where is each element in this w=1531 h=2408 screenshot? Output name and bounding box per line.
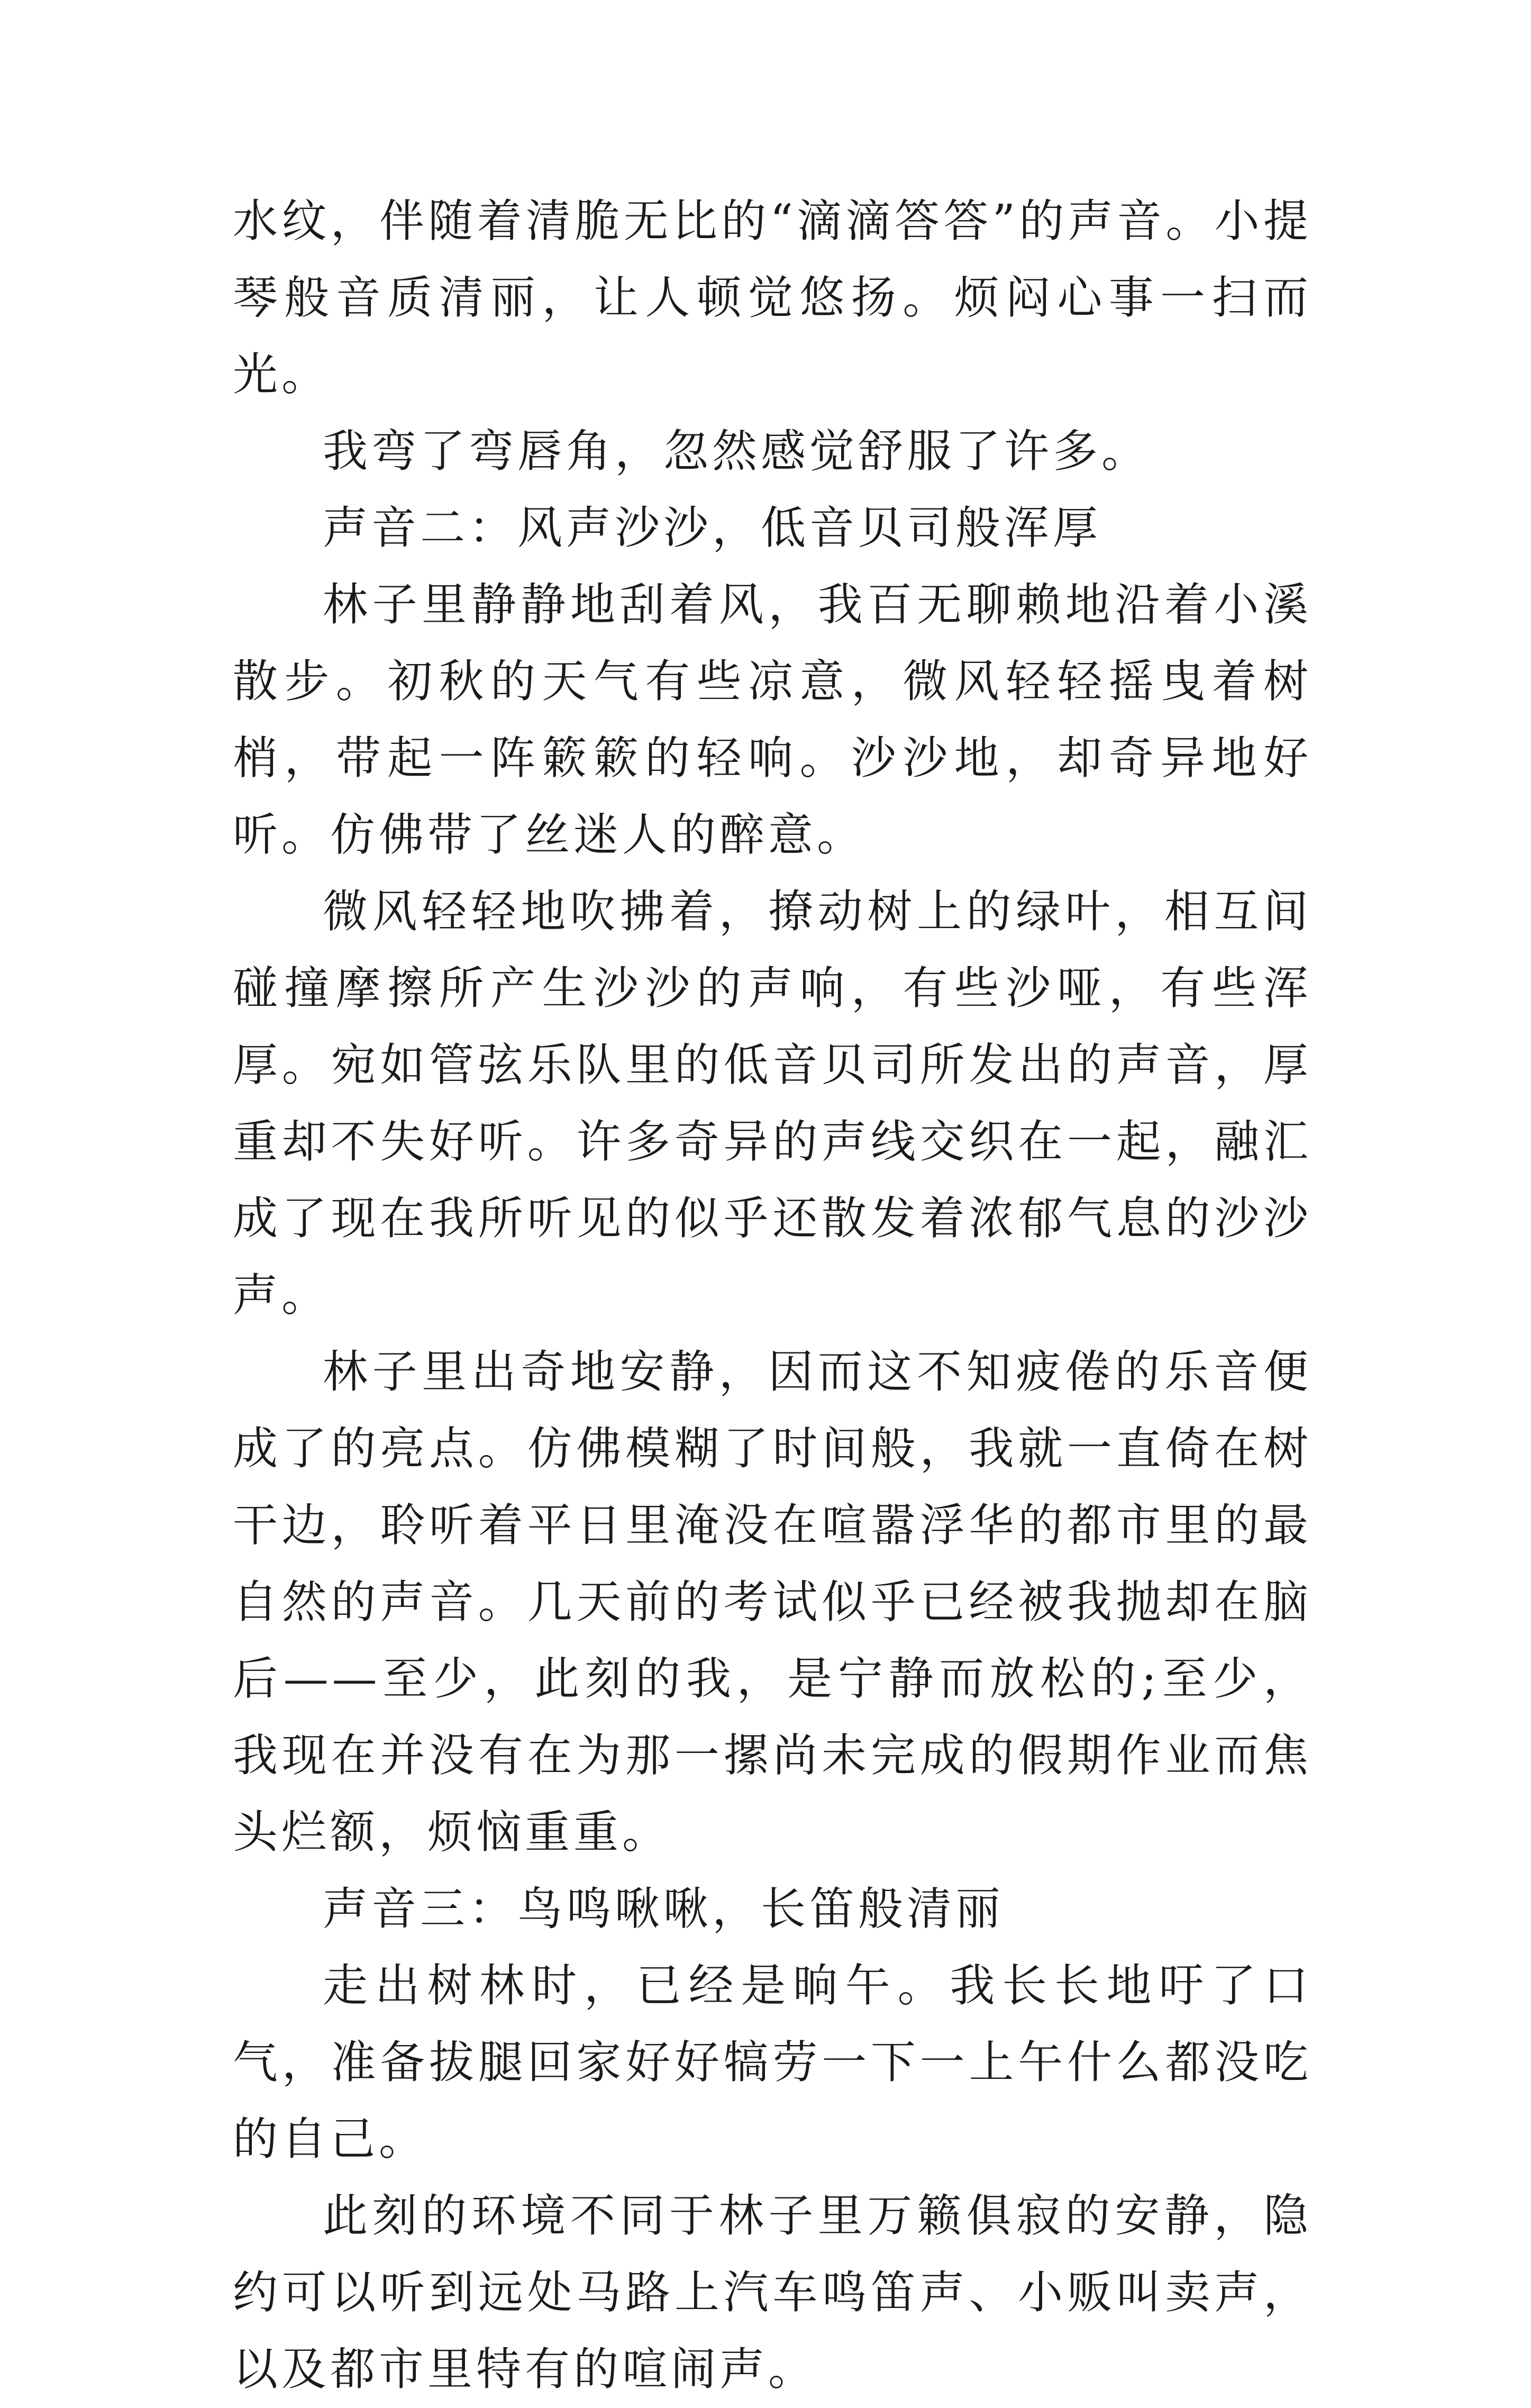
paragraph-6: 走出树林时，已经是晌午。我长长地吁了口气，准备拔腿回家好好犒劳一下一上午什么都没吃的自己。 <box>233 1960 1312 2166</box>
paragraph-7: 此刻的环境不同于林子里万籁俱寂的安静，隐约可以听到远处马路上汽车鸣笛声、小贩叫卖声，以及都市里特有的喧闹声。 <box>233 2190 1312 2396</box>
section-heading-2: 声音二：风声沙沙，低音贝司般浑厚 <box>323 502 1102 555</box>
document-body <box>233 183 1312 2408</box>
paragraph-2: 我弯了弯唇角，忽然感觉舒服了许多。 <box>323 425 1151 478</box>
section-heading-3: 声音三：鸟鸣啾啾，长笛般清丽 <box>323 1883 1005 1936</box>
paragraph-1: 水纹，伴随着清脆无比的“滴滴答答”的声音。小提琴般音质清丽，让人顿觉悠扬。烦闷心事一扫而光。 <box>233 195 1312 401</box>
paragraph-3: 林子里静静地刮着风，我百无聊赖地沿着小溪散步。初秋的天气有些凉意，微风轻轻摇曳着树梢，带起一阵簌簌的轻响。沙沙地，却奇异地好听。仿佛带了丝迷人的醉意。 <box>233 579 1312 861</box>
paragraph-4: 微风轻轻地吹拂着，撩动树上的绿叶，相互间碰撞摩擦所产生沙沙的声响，有些沙哑，有些浑厚。宛如管弦乐队里的低音贝司所发出的声音，厚重却不失好听。许多奇异的声线交织在一起，融汇成了现在我所听见的似乎还散发着浓郁气息的沙沙声。 <box>233 886 1312 1322</box>
paragraph-5: 林子里出奇地安静，因而这不知疲倦的乐音便成了的亮点。仿佛模糊了时间般，我就一直倚在树干边，聆听着平日里淹没在喧嚣浮华的都市里的最自然的声音。几天前的考试似乎已经被我抛却在脑后——至少，此刻的我，是宁静而放松的;至少，我现在并没有在为那一摞尚未完成的假期作业而焦头烂额，烦恼重重。 <box>233 1346 1312 1859</box>
